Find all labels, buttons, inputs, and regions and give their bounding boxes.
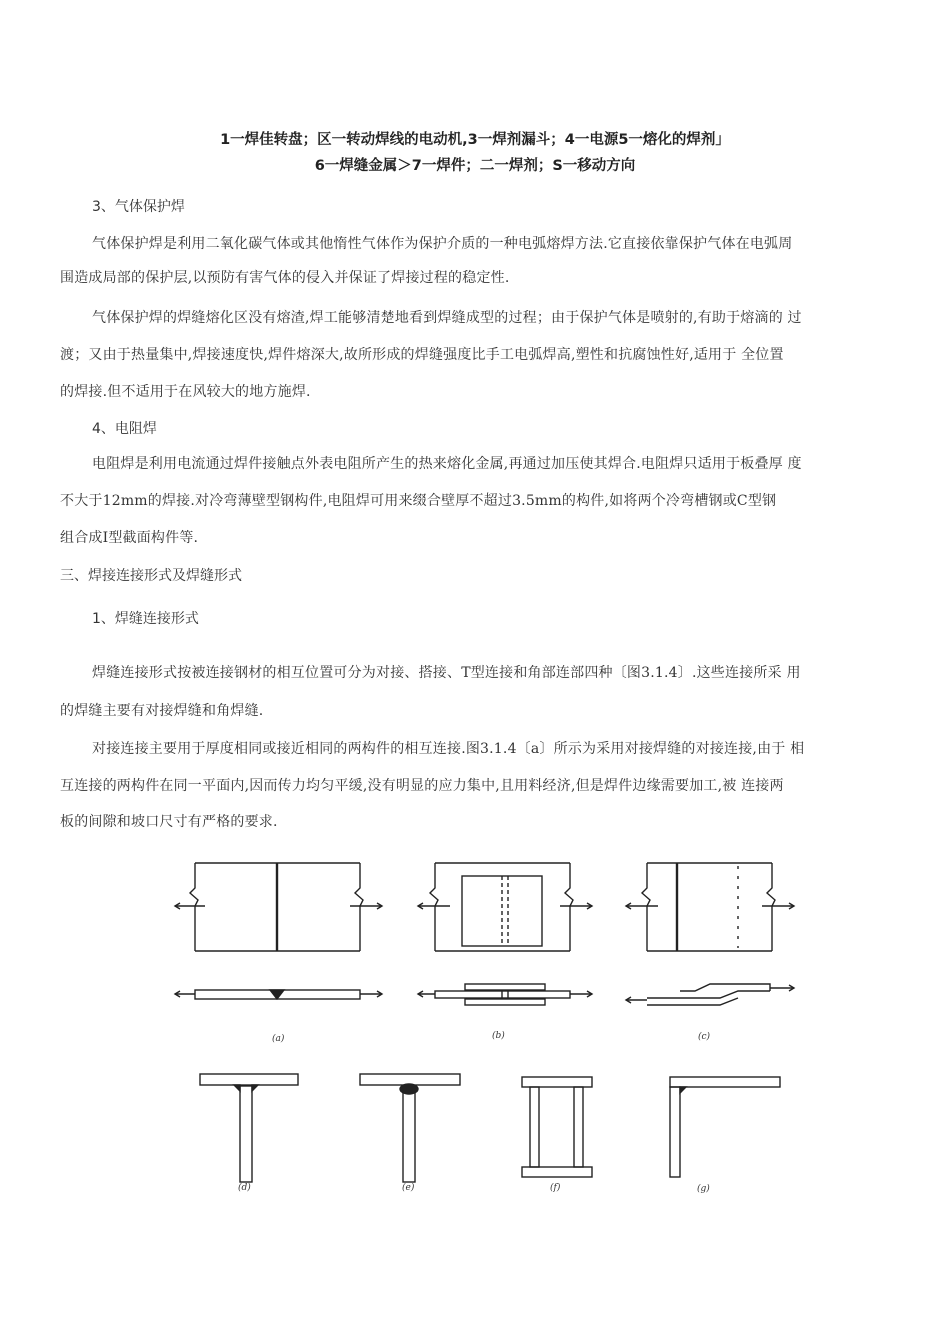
butt-joint-plan-drawing [175,863,382,951]
gas-paragraph-2-line-1: 气体保护焊的焊缝熔化区没有熔渣,焊工能够清楚地看到焊缝成型的过程；由于保护气体是喷射的,有助于熔滴的 过 [92,310,802,326]
gas-paragraph-2-line-2: 渡；又由于热量集中,焊接速度快,焊件熔深大,故所形成的焊缝强度比手工电弧焊高,塑性和抗腐蚀性好,适用于 全位置 [60,347,784,363]
figure-caption-line-1: 1一焊佳转盘；区一转动焊线的电动机,3一焊剂漏斗；4一电源5一熔化的焊剂」 [220,132,730,148]
box-section-drawing [522,1077,592,1177]
forms-paragraph-line-2: 的焊缝主要有对接焊缝和角焊缝. [60,703,264,719]
figure-label-g: (g) [697,1184,710,1194]
gas-paragraph-1-line-1: 气体保护焊是利用二氧化碳气体或其他惰性气体作为保护介质的一种电弧熔焊方法.它直接依靠保护气体在电弧周 [92,236,793,252]
joint-forms-figure [160,848,800,1208]
figure-label-e: (e) [402,1183,415,1193]
lap-joint-section-drawing [626,984,794,1005]
forms-paragraph-line-1: 焊缝连接形式按被连接钢材的相互位置可分为对接、搭接、T型连接和角部连部四种〔图3.1.4〕.这些连接所采 用 [92,665,801,681]
lap-joint-plan-drawing [626,863,794,951]
cover-plate-joint-plan-drawing [418,863,592,951]
t-joint-fillet-drawing [200,1074,298,1182]
heading-resistance-welding: 4、电阻焊 [92,421,157,437]
figure-label-d: (d) [238,1183,251,1193]
butt-paragraph-line-3: 板的间隙和坡口尺寸有严格的要求. [60,814,278,830]
figure-label-b: (b) [492,1031,505,1041]
resistance-paragraph-line-2: 不大于12mm的焊接.对冷弯薄壁型钢构件,电阻焊可用来缀合壁厚不超过3.5mm的构件,如将两个冷弯槽钢或C型钢 [60,493,777,509]
heading-gas-shielded-welding: 3、气体保护焊 [92,199,185,215]
butt-paragraph-line-1: 对接连接主要用于厚度相同或接近相同的两构件的相互连接.图3.1.4〔a〕所示为采用对接焊缝的对接连接,由于 相 [92,741,805,757]
cover-plate-joint-section-drawing [418,984,592,1005]
butt-joint-section-drawing [175,990,382,999]
butt-paragraph-line-2: 互连接的两构件在同一平面内,因而传力均匀平缓,没有明显的应力集中,且用料经济,但是焊件边缘需要加工,被 连接两 [60,778,784,794]
figure-label-c: (c) [698,1032,711,1042]
heading-weld-connection-forms: 1、焊缝连接形式 [92,611,199,627]
resistance-paragraph-line-1: 电阻焊是利用电流通过焊件接触点外表电阻所产生的热来熔化金属,再通过加压使其焊合.电阻焊只适用于板叠厚 度 [92,456,802,472]
figure-caption-line-2: 6一焊缝金属＞7一焊件；二一焊剂；S一移动方向 [314,158,636,174]
gas-paragraph-1-line-2: 围造成局部的保护层,以预防有害气体的侵入并保证了焊接过程的稳定性. [60,270,510,286]
t-joint-groove-drawing [360,1074,460,1182]
gas-paragraph-2-line-3: 的焊接.但不适用于在风较大的地方施焊. [60,384,311,400]
resistance-paragraph-line-3: 组合成I型截面构件等. [60,530,199,546]
figure-label-f: (f) [550,1183,561,1193]
heading-joint-forms: 三、焊接连接形式及焊缝形式 [60,568,242,584]
figure-label-a: (a) [272,1034,285,1044]
corner-joint-drawing [670,1077,780,1177]
